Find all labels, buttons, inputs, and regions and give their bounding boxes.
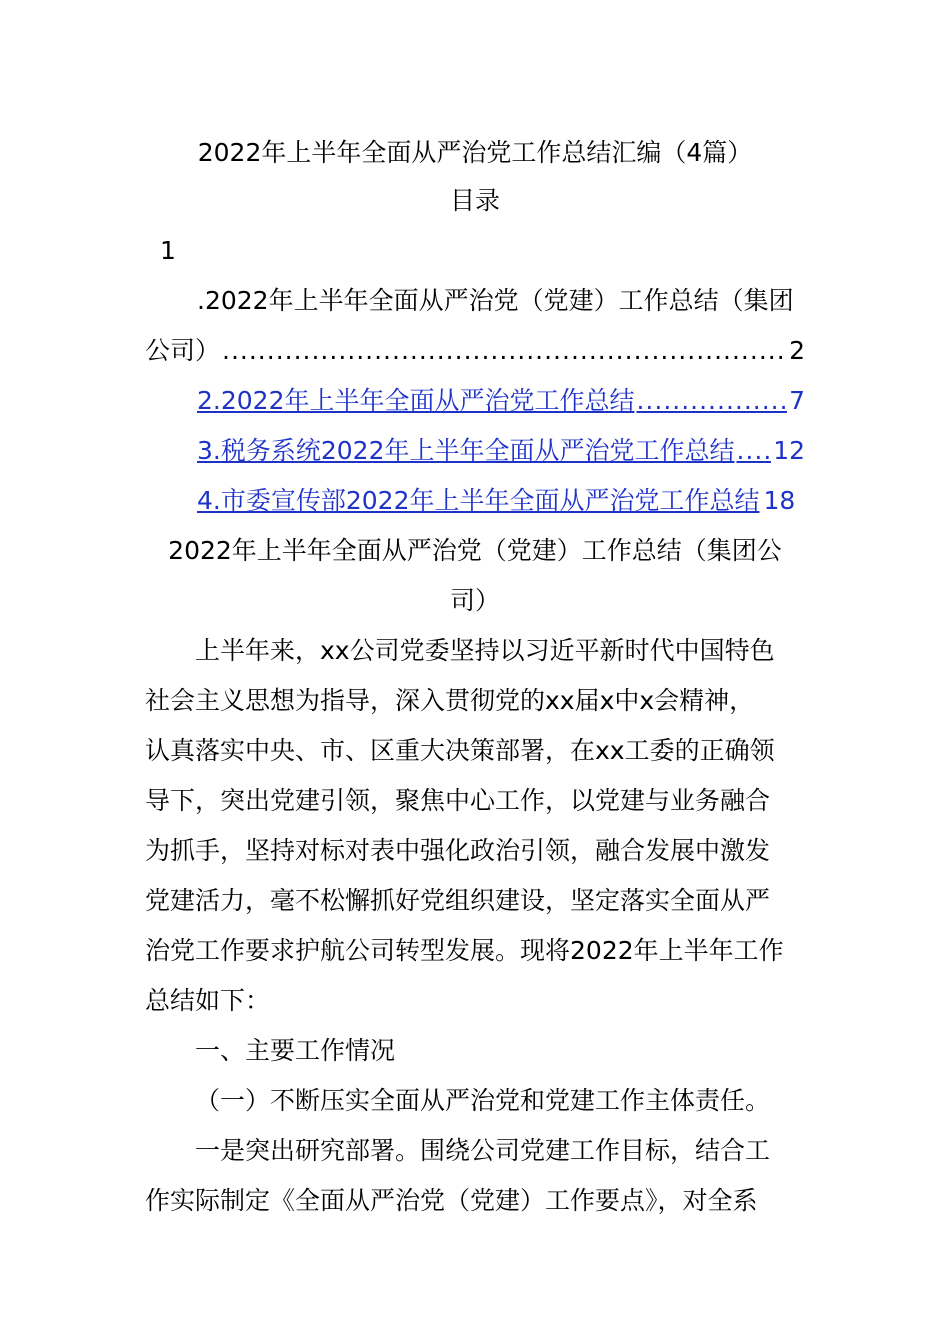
toc-leader-dots [636, 386, 787, 416]
toc-item-1-line2: 公司） [145, 336, 221, 365]
body-line-8: 总结如下： [145, 986, 271, 1015]
section-title-line1: 2022年上半年全面从严治党（党建）工作总结（集团公 [168, 536, 782, 565]
toc-item-1[interactable] [145, 336, 805, 366]
toc-link-2[interactable] [197, 386, 805, 416]
body-line-7: 治党工作要求护航公司转型发展。现将2022年上半年工作 [145, 936, 784, 965]
toc-item-2-page: 7 [789, 386, 805, 415]
body-line-5: 为抓手，坚持对标对表中强化政治引领，融合发展中激发 [145, 836, 771, 865]
toc-item-4-text: 4.市委宣传部2022年上半年全面从严治党工作总结 [197, 486, 760, 515]
toc-item-1-line1: .2022年上半年全面从严治党（党建）工作总结（集团 [197, 286, 794, 315]
para2-line-1: 一是突出研究部署。围绕公司党建工作目标，结合工 [195, 1136, 771, 1165]
heading-level-2: （一）不断压实全面从严治党和党建工作主体责任。 [195, 1086, 771, 1115]
section-title-line2: 司） [449, 586, 500, 615]
toc-heading: 目录 [449, 186, 500, 215]
toc-leader-dots [222, 336, 787, 366]
document-title: 2022年上半年全面从严治党工作总结汇编（4篇） [197, 138, 753, 167]
body-line-4: 导下，突出党建引领，聚焦中心工作，以党建与业务融合 [145, 786, 771, 815]
toc-number: 1 [160, 236, 176, 265]
para2-line-2: 作实际制定《全面从严治党（党建）工作要点》，对全系 [145, 1186, 758, 1215]
heading-level-1: 一、主要工作情况 [195, 1036, 396, 1065]
toc-item-4-page: 18 [763, 486, 796, 515]
body-line-3: 认真落实中央、市、区重大决策部署，在xx工委的正确领 [145, 736, 775, 765]
body-line-1: 上半年来，xx公司党委坚持以习近平新时代中国特色 [195, 636, 775, 665]
body-line-2: 社会主义思想为指导，深入贯彻党的xx届x中x会精神， [145, 686, 755, 715]
body-line-6: 党建活力，毫不松懈抓好党组织建设，坚定落实全面从严 [145, 886, 771, 915]
toc-item-1-page: 2 [789, 336, 805, 365]
toc-item-2-text: 2.2022年上半年全面从严治党工作总结 [197, 386, 635, 415]
toc-item-3-text: 3.税务系统2022年上半年全面从严治党工作总结 [197, 436, 735, 465]
toc-link-3[interactable] [197, 436, 805, 466]
toc-item-3-page: 12 [773, 436, 805, 465]
toc-leader-dots [736, 436, 771, 466]
toc-link-4[interactable] [197, 486, 805, 516]
